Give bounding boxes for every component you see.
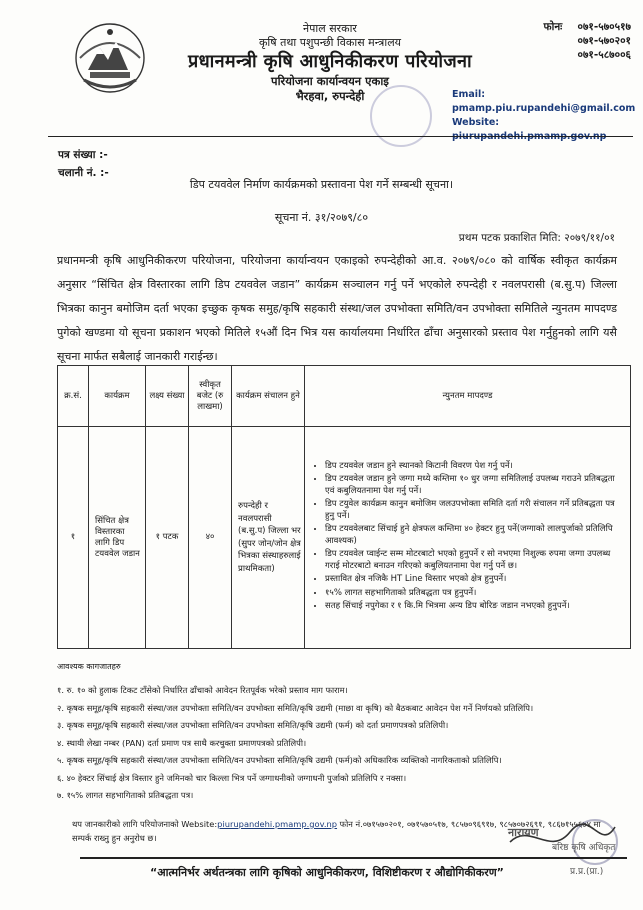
unit-name: परियोजना कार्यान्वयन एकाइ [271,74,389,88]
project-name: प्रधानमन्त्री कृषि आधुनिकीकरण परियोजना [188,51,472,72]
criteria-list [309,461,624,613]
list-item: ४. स्थायी लेखा नम्बर (PAN) दर्ता प्रमाण पत्र साथै करचुक्ता प्रमाणपत्रको प्रतिलिपी। [57,737,307,748]
list-item: • डिप टयववेल जडान हुने जग्गा मध्ये कम्तिमा १० धुर जग्गा समितिलाई उपलब्ध गराउने प्रतिबद्धता एवं कबुलियतनामा पेश गर्नु पर्ने। [325,474,624,497]
footer-divider [80,857,627,859]
list-item: ३. कृषक समूह/कृषि सहकारी संस्था/जल उपभोक्ता समिति/वन उपभोक्ता समिति/कृषि उद्यमी (फर्म) को दर्ता प्रमाणपत्रको प्रतिलिपी। [57,720,449,730]
office-location: भैरहवा, रुपन्देही [295,89,365,103]
cell-target: १ पटक [146,427,189,649]
signatory-name: नारायण [508,826,539,839]
footer-slogan: “आत्मनिर्भर अर्थतन्त्रका लागि कृषिको आधुनिकीकरण, विशिष्टीकरण र औद्योगिकीकरण” [150,866,504,879]
more-info-prefix: थप जानकारीको लागि परियोजनाको Website: [72,819,218,829]
list-item: ७. १५% लागत सहभागिताको प्रतिबद्धता पत्र। [57,790,194,800]
phone-label: फोनः [543,21,563,33]
list-item: • डिप टयववेल प्वाईन्ट सम्म मोटरबाटो भएको हुनुपर्ने र सो नभएमा निशुल्क रुपमा जग्गा उपलब्ध गराई मोटरबाटो बनाउन गरिएको कबुलियतनामा पेश गर्नु पर्ने छ। [325,549,624,572]
list-item: १. रु. १० को हुलाक टिकट टाँसेको निर्धारित ढाँचाको आवेदन रितपूर्वक भरेको प्रस्ताव माग फाराम। [57,685,348,695]
column-header: न्युनतम मापदण्ड [305,366,631,427]
notice-body: प्रधानमन्त्री कृषि आधुनिकीकरण परियोजना, परियोजना कार्यान्वयन एकाइको रुपन्देहीको आ.व. २०७९/०८० को वार्षिक स्वीकृत कार्यक्रम अनुसार “सिंचित क्षेत्र विस्तारका लागि डिप टयववेल जडान” कार्यक्रम सञ्चालन गर्नु पर्ने भएकोले रुपन्देही र नवलपरासी (ब.सु.प) जिल्ला भित्रका कानुन बमोजिम दर्ता भएका इच्छुक कृषक समुह/कृषि सहकारी संस्था/जल उपभोक्ता समिति/वन उपभोक्ता समितिले न्युनतम मापदण्ड पुगेको खण्डमा यो सूचना प्रकाशन भएको मितिले १५औं दिन भित्र यस कार्यालयमा निर्धारित ढाँचा अनुसारको प्रस्ताव पेश गर्नुहुनको लागि यसै सूचना मार्फत सबैलाई जानकारी गराईन्छ। [57,254,617,363]
list-item: • डिप टयववेल जडान हुने स्थानको किटानी विवरण पेश गर्नु पर्ने। [325,461,624,473]
website-link[interactable]: piurupandehi.pmamp.gov.np [217,819,338,829]
dispatch-number: चलानी नं. :- [58,167,109,179]
cell-serial: १ [58,427,89,649]
notice-number: सूचना नं. ३१/२०७९/८० [274,211,369,224]
cell-area: रुपन्देही र नवलपरासी (ब.सु.प) जिल्ला भर (सुपर जोन/जोन क्षेत्र भित्रका संस्थाहरुलाई प्राथमिकता) [232,427,305,649]
cell-program: सिंचित क्षेत्र विस्तारका लागि डिप टयववेल जडान [89,427,146,649]
list-item: २. कृषक समूह/कृषि सहकारी संस्था/जल उपभोक्ता समिति/वन उपभोक्ता समिति/कृषि उद्यमी (माछा वा कृषि) को बैठकबाट आवेदन पेश गर्ने निर्णयको प्रतिलिपि। [57,702,534,713]
column-header: लक्ष्य संख्या [146,366,189,427]
header-divider [48,136,633,137]
list-item: • प्रस्तावित क्षेत्र नजिकै HT Line विस्तार भएको क्षेत्र हुनुपर्ने। [325,574,624,586]
phone-number: ०७१-५७०२०१ [577,35,631,47]
phone-number: ०७१-५७०५१७ [577,21,631,33]
notice-subject: डिप टयववेल निर्माण कार्यक्रमको प्रस्तावना पेश गर्ने सम्बन्धी सूचना। [189,178,454,191]
list-item: • डिप टयववेलबाट सिंचाई हुने क्षेत्रफल कम्तिमा ४० हेक्टर हुनु पर्ने(जग्गाको लालपुर्जाको प्रतिलिपि आवश्यक) [325,524,624,547]
required-docs-list [57,684,629,807]
docs-heading: आवश्यक कागजातहरु [57,662,121,671]
program-table [57,365,631,649]
column-header: स्वीकृत बजेट (रु लाखमा) [189,366,232,427]
column-header: कार्यक्रम [89,366,146,427]
cell-criteria [305,427,631,649]
list-item: • १५% लागत सहभागिताको प्रतिबद्धता पत्र हुनुपर्ने। [325,588,624,600]
government-name: नेपाल सरकार [303,22,357,35]
publication-date: प्रथम पटक प्रकाशित मिति: २०७९/११/०१ [458,232,615,244]
website-address: Website: piurupandehi.pmamp.gov.np [452,117,607,142]
cell-budget: ४० [189,427,232,649]
list-item: • डिप टयुवेल कार्यक्रम कानुन बमोजिम जलउपभोक्ता समिति दर्ता गरी संचालन गर्ने प्रतिबद्धता पत्र हुनु पर्ने। [325,499,624,522]
table-row [58,427,631,649]
ministry-name: कृषि तथा पशुपन्छी विकास मन्त्रालय [258,36,402,49]
table-header-row [58,366,631,427]
nepal-emblem-icon [70,18,150,98]
column-header: कार्यक्रम संचालन हुने [232,366,305,427]
list-item: • सतह सिंचाई नपुगेका र १ कि.मि भित्रमा अन्य डिप बोरिङ जडान नभएको हुनुपर्ने। [325,601,624,613]
list-item: ५. कृषक समूह/कृषि सहकारी संस्था/जल उपभोक्ता समिति/वन उपभोक्ता समिति/कृषि उद्यमी (फर्म)को अधिकारिक व्यक्तिको नागरिकताको प्रतिलिपि। [57,755,502,765]
column-header: क्र.सं. [58,366,89,427]
email-address: Email: pmamp.piu.rupandehi@gmail.com [452,89,636,114]
letter-number: पत्र संख्या :- [58,149,108,161]
signatory-title: बरिष्ठ कृषि अधिकृत [552,843,616,853]
more-info-suffix: फोन नं.०७१५७०२०१, ०७१५७०५१७, ९८५७०९६९१७, ९८५७०७२६९१, ९८६७१५५६७४ मा सम्पर्क राख्नु हुन अनुरोध छ। [72,819,601,843]
phone-number: ०७१-५८७००६ [577,49,631,61]
signatory-office: प्र.प्र.(प्रा.) [570,867,604,877]
phone-block [544,20,632,62]
list-item: ६. ४० हेक्टर सिंचाई क्षेत्र विस्तार हुने जमिनको चार किल्ला भित्र पर्ने जग्गाधनीको जग्गाधनी पुर्जाको प्रतिलिपि र नक्सा। [57,772,407,783]
office-stamp-icon [370,85,432,147]
